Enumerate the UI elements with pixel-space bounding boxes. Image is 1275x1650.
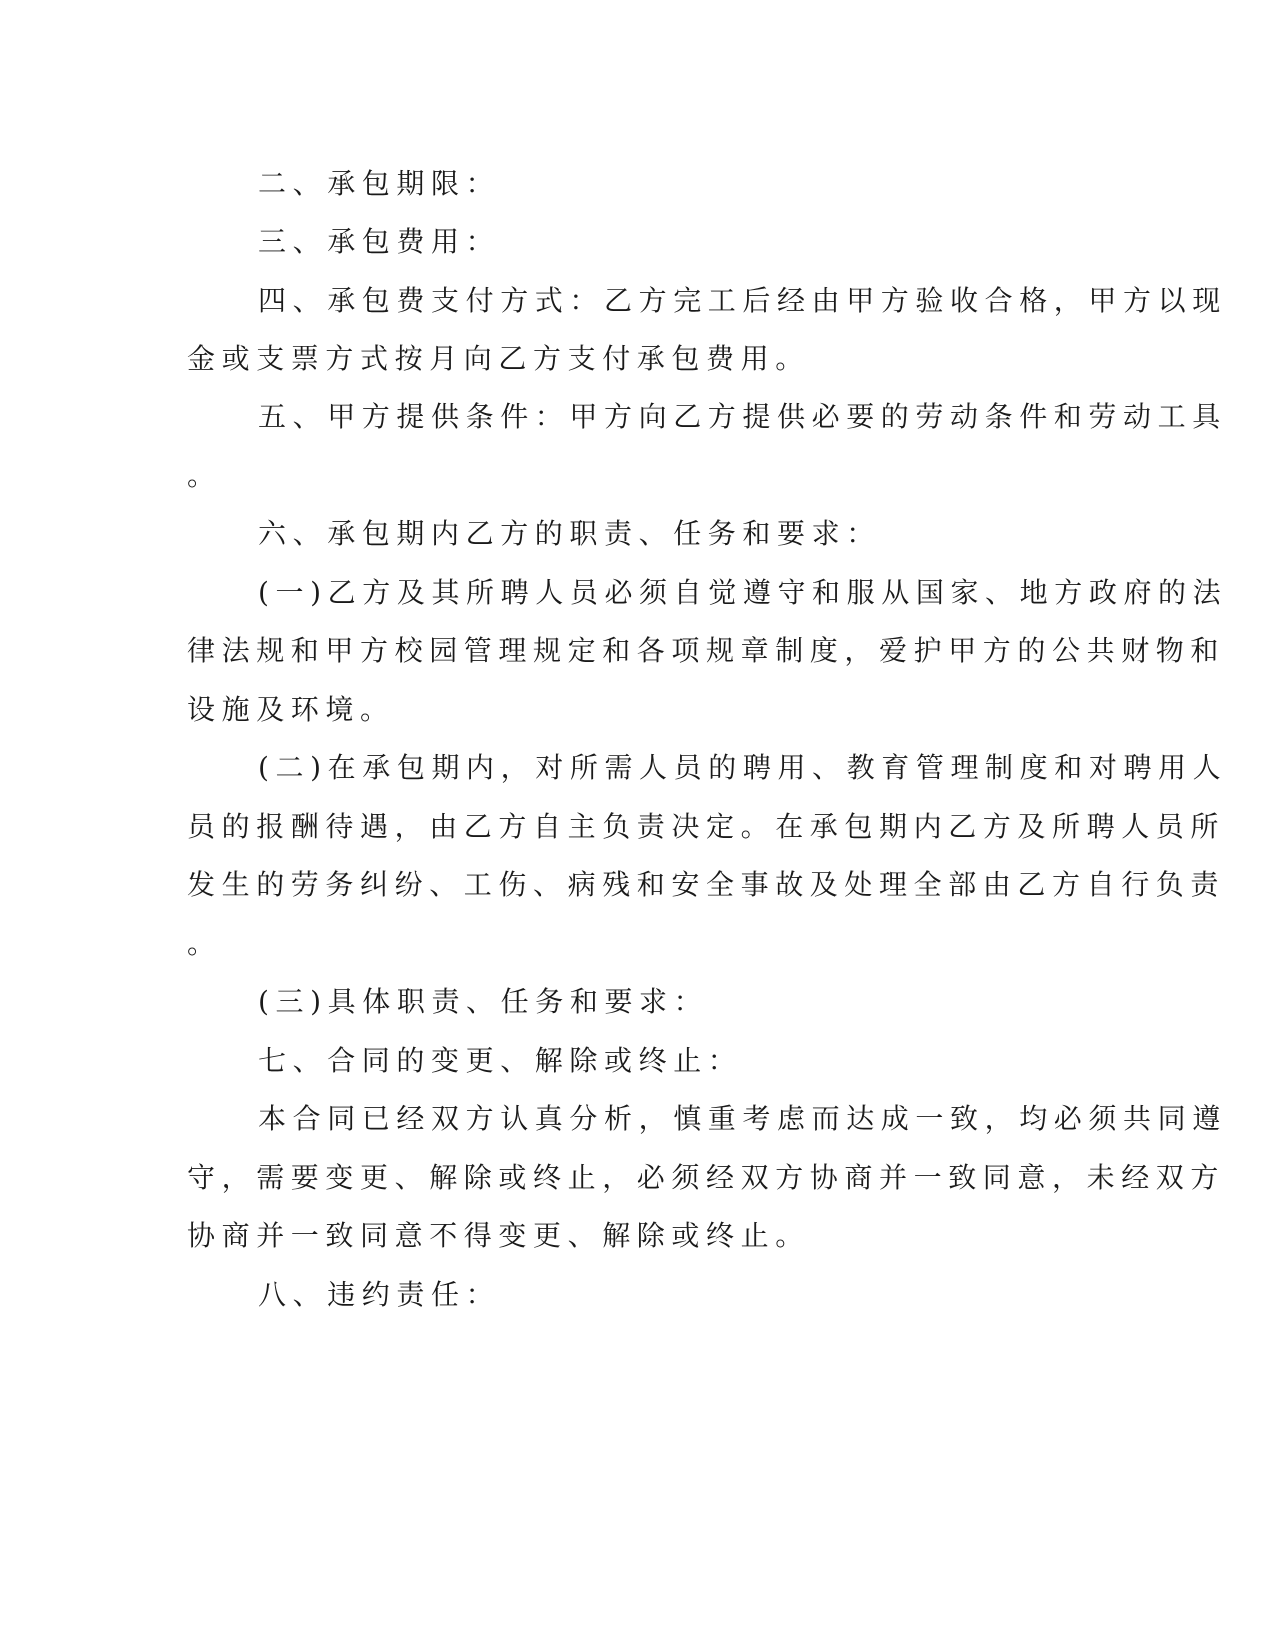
clause-5-line-1: 五、甲方提供条件：甲方向乙方提供必要的劳动条件和劳动工具 (258, 400, 1227, 433)
clause-4-line-2: 金或支票方式按月向乙方支付承包费用。 (187, 342, 810, 375)
clause-6-3-heading: (三)具体职责、任务和要求： (258, 985, 709, 1018)
clause-6-heading: 六、承包期内乙方的职责、任务和要求： (258, 517, 881, 550)
clause-6-2-line-1: (二)在承包期内，对所需人员的聘用、教育管理制度和对聘用人 (258, 751, 1228, 784)
clause-6-2-line-3: 发生的劳务纠纷、工伤、病残和安全事故及处理全部由乙方自行负责 (187, 868, 1226, 901)
clause-6-1-line-3: 设施及环境。 (187, 693, 395, 726)
clause-6-2-line-4: 。 (187, 927, 222, 960)
clause-6-2-line-2: 员的报酬待遇，由乙方自主负责决定。在承包期内乙方及所聘人员所 (187, 810, 1226, 843)
clause-4-line-1: 四、承包费支付方式：乙方完工后经由甲方验收合格，甲方以现 (258, 284, 1227, 317)
clause-8-heading: 八、违约责任： (258, 1278, 501, 1311)
clause-7-heading: 七、合同的变更、解除或终止： (258, 1044, 743, 1077)
clause-2-heading: 二、承包期限： (258, 167, 501, 200)
clause-7-body-line-3: 协商并一致同意不得变更、解除或终止。 (187, 1219, 810, 1252)
clause-6-1-line-2: 律法规和甲方校园管理规定和各项规章制度，爱护甲方的公共财物和 (187, 634, 1226, 667)
clause-3-heading: 三、承包费用： (258, 225, 501, 258)
clause-5-line-2: 。 (187, 459, 222, 492)
clause-7-body-line-1: 本合同已经双方认真分析，慎重考虑而达成一致，均必须共同遵 (258, 1102, 1227, 1135)
clause-7-body-line-2: 守，需要变更、解除或终止，必须经双方协商并一致同意，未经双方 (187, 1161, 1226, 1194)
clause-6-1-line-1: (一)乙方及其所聘人员必须自觉遵守和服从国家、地方政府的法 (258, 576, 1228, 609)
